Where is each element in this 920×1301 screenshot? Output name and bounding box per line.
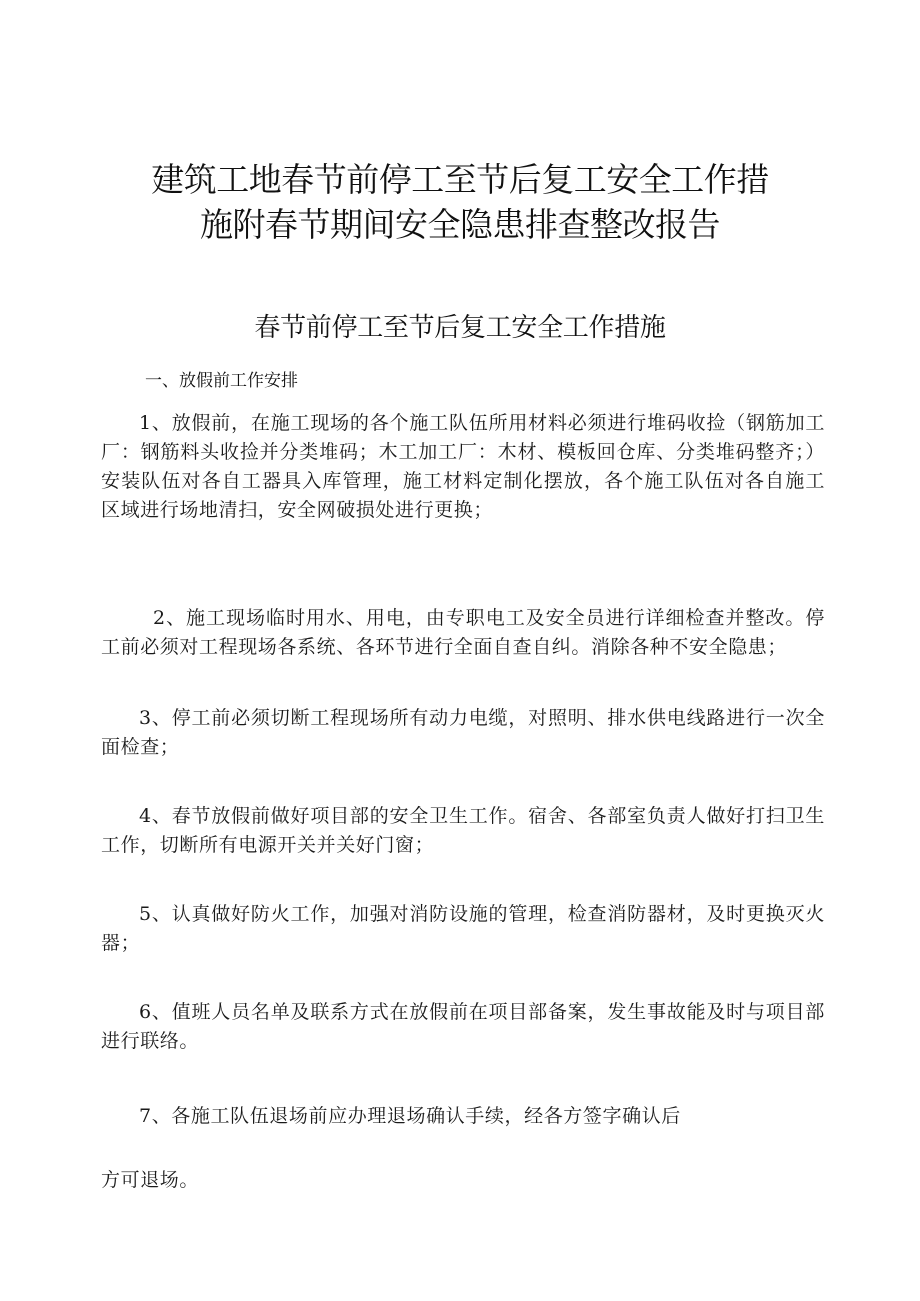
section-heading: 一、放假前工作安排 xyxy=(145,371,298,391)
paragraph-item-2: 2、施工现场临时用水、用电，由专职电工及安全员进行详细检查并整改。停工前必须对工程现场各系统、各环节进行全面自查自纠。消除各种不安全隐患； xyxy=(101,607,825,658)
paragraph-item-1: 1、放假前，在施工现场的各个施工队伍所用材料必须进行堆码收捡（钢筋加工厂：钢筋料头收捡并分类堆码；木工加工厂：木材、模板回仓库、分类堆码整齐；）安装队伍对各自工器具入库管理，施工材料定制化摆放，各个施工队伍对各自施工区域进行场地清扫，安全网破损处进行更换； xyxy=(101,412,825,521)
paragraph-item-6: 6、值班人员名单及联系方式在放假前在项目部备案，发生事故能及时与项目部进行联络。 xyxy=(101,1001,825,1052)
section-title: 春节前停工至节后复工安全工作措施 xyxy=(254,313,666,343)
document-title-line-2: 施附春节期间安全隐患排查整改报告 xyxy=(200,205,720,244)
document-title-line-1: 建筑工地春节前停工至节后复工安全工作措 xyxy=(151,160,769,199)
paragraph-item-7-continuation: 方可退场。 xyxy=(101,1169,200,1191)
paragraph-item-5: 5、认真做好防火工作，加强对消防设施的管理，检查消防器材，及时更换灭火器； xyxy=(101,903,825,954)
paragraph-item-7: 7、各施工队伍退场前应办理退场确认手续，经各方签字确认后 xyxy=(139,1105,681,1127)
paragraph-item-3: 3、停工前必须切断工程现场所有动力电缆，对照明、排水供电线路进行一次全面检查； xyxy=(101,707,825,758)
paragraph-item-4: 4、春节放假前做好项目部的安全卫生工作。宿舍、各部室负责人做好打扫卫生工作，切断所有电源开关并关好门窗； xyxy=(101,805,825,856)
